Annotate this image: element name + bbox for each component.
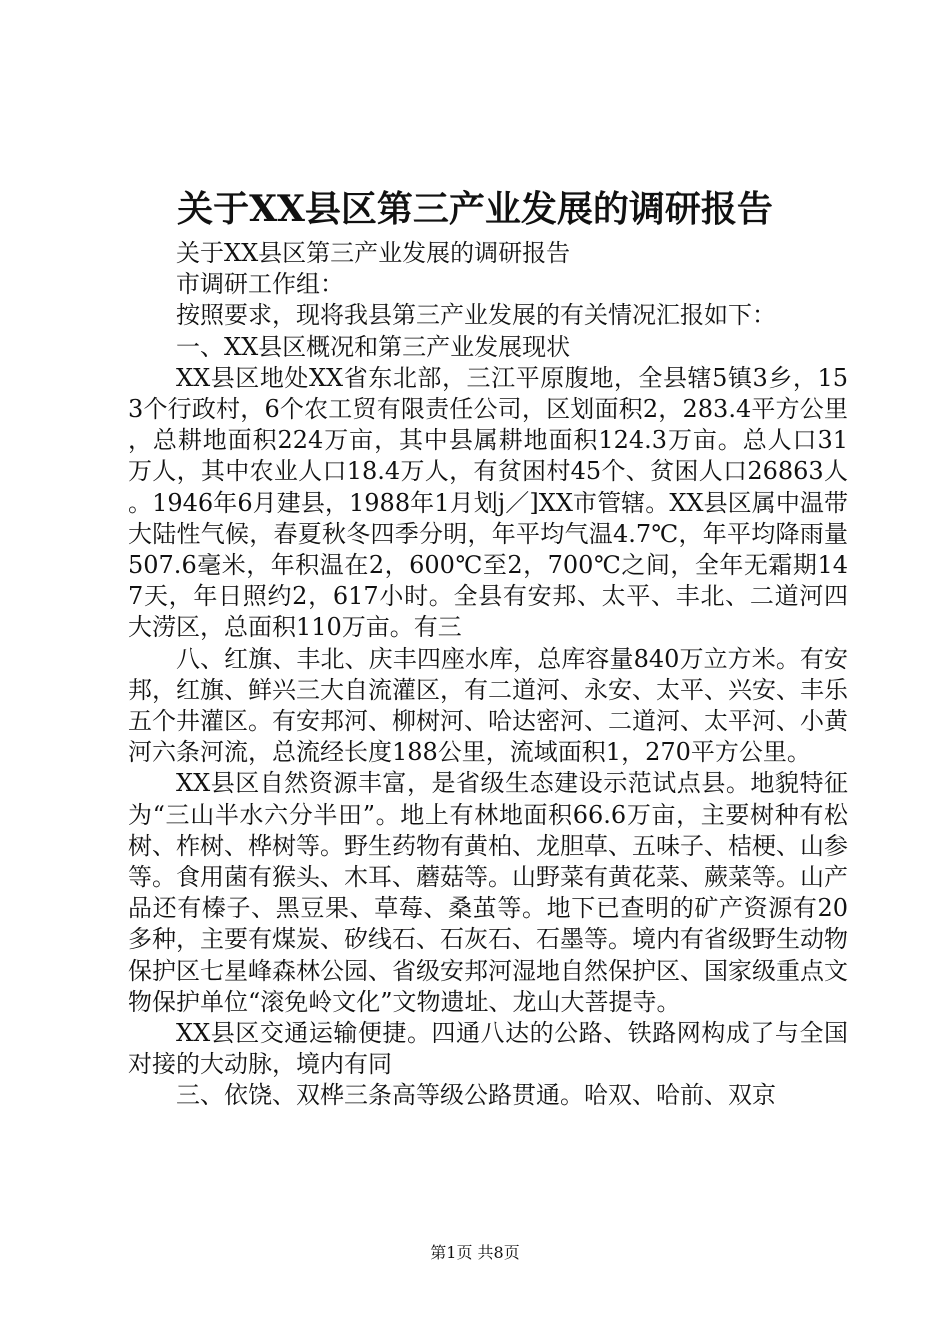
paragraph-overview: XX县区地处XX省东北部，三江平原腹地，全县辖5镇3乡，153个行政村，6个农工贸有限责任公司，区划面积2，283.4平方公里，总耕地面积224万亩，其中县属耕地面积124.3万亩。总人口31万人，其中农业人口18.4万人，有贫困村45个、贫困人口26863人。1946年6月建县，1988年1月划j／]XX市管辖。XX县区属中温带大陆性气候，春夏秋冬四季分明，年平均气温4.7℃，年平均降雨量507.6毫米，年积温在2，600℃至2，700℃之间，全年无霜期147天，年日照约2，617小时。全县有安邦、太平、丰北、二道河四大涝区，总面积110万亩。有三 xyxy=(128,363,848,642)
paragraph-addressee: 市调研工作组： xyxy=(176,270,344,299)
paragraph-transport: XX县区交通运输便捷。四通八达的公路、铁路网构成了与全国对接的大动脉，境内有同 xyxy=(128,1019,848,1079)
section-heading: 一、XX县区概况和第三产业发展现状 xyxy=(176,332,571,361)
paragraph-highways: 三、依饶、双桦三条高等级公路贯通。哈双、哈前、双京 xyxy=(176,1081,776,1110)
page-footer: 第1页 共8页 xyxy=(430,1243,520,1262)
paragraph-water: 八、红旗、丰北、庆丰四座水库，总库容量840万立方米。有安邦，红旗、鲜兴三大自流灌区，有二道河、永安、太平、兴安、丰乐五个井灌区。有安邦河、柳树河、哈达密河、二道河、太平河、小黄河六条河流，总流经长度188公里，流域面积1，270平方公里。 xyxy=(128,644,848,767)
paragraph-resources: XX县区自然资源丰富，是省级生态建设示范试点县。地貌特征为“三山半水六分半田”。地上有林地面积66.6万亩，主要树种有松树、柞树、桦树等。野生药物有黄柏、龙胆草、五味子、桔梗、山参等。食用菌有猴头、木耳、蘑菇等。山野菜有黄花菜、蕨菜等。山产品还有榛子、黑豆果、草莓、桑茧等。地下已查明的矿产资源有20多种，主要有煤炭、矽线石、石灰石、石墨等。境内有省级野生动物保护区七星峰森林公园、省级安邦河湿地自然保护区、国家级重点文物保护单位“滚免岭文化”文物遗址、龙山大菩提寺。 xyxy=(128,769,848,1016)
document-title: 关于XX县区第三产业发展的调研报告 xyxy=(177,188,773,230)
paragraph-intro: 按照要求，现将我县第三产业发展的有关情况汇报如下： xyxy=(176,301,776,330)
paragraph-subtitle: 关于XX县区第三产业发展的调研报告 xyxy=(176,239,571,267)
document-body xyxy=(128,238,848,1112)
